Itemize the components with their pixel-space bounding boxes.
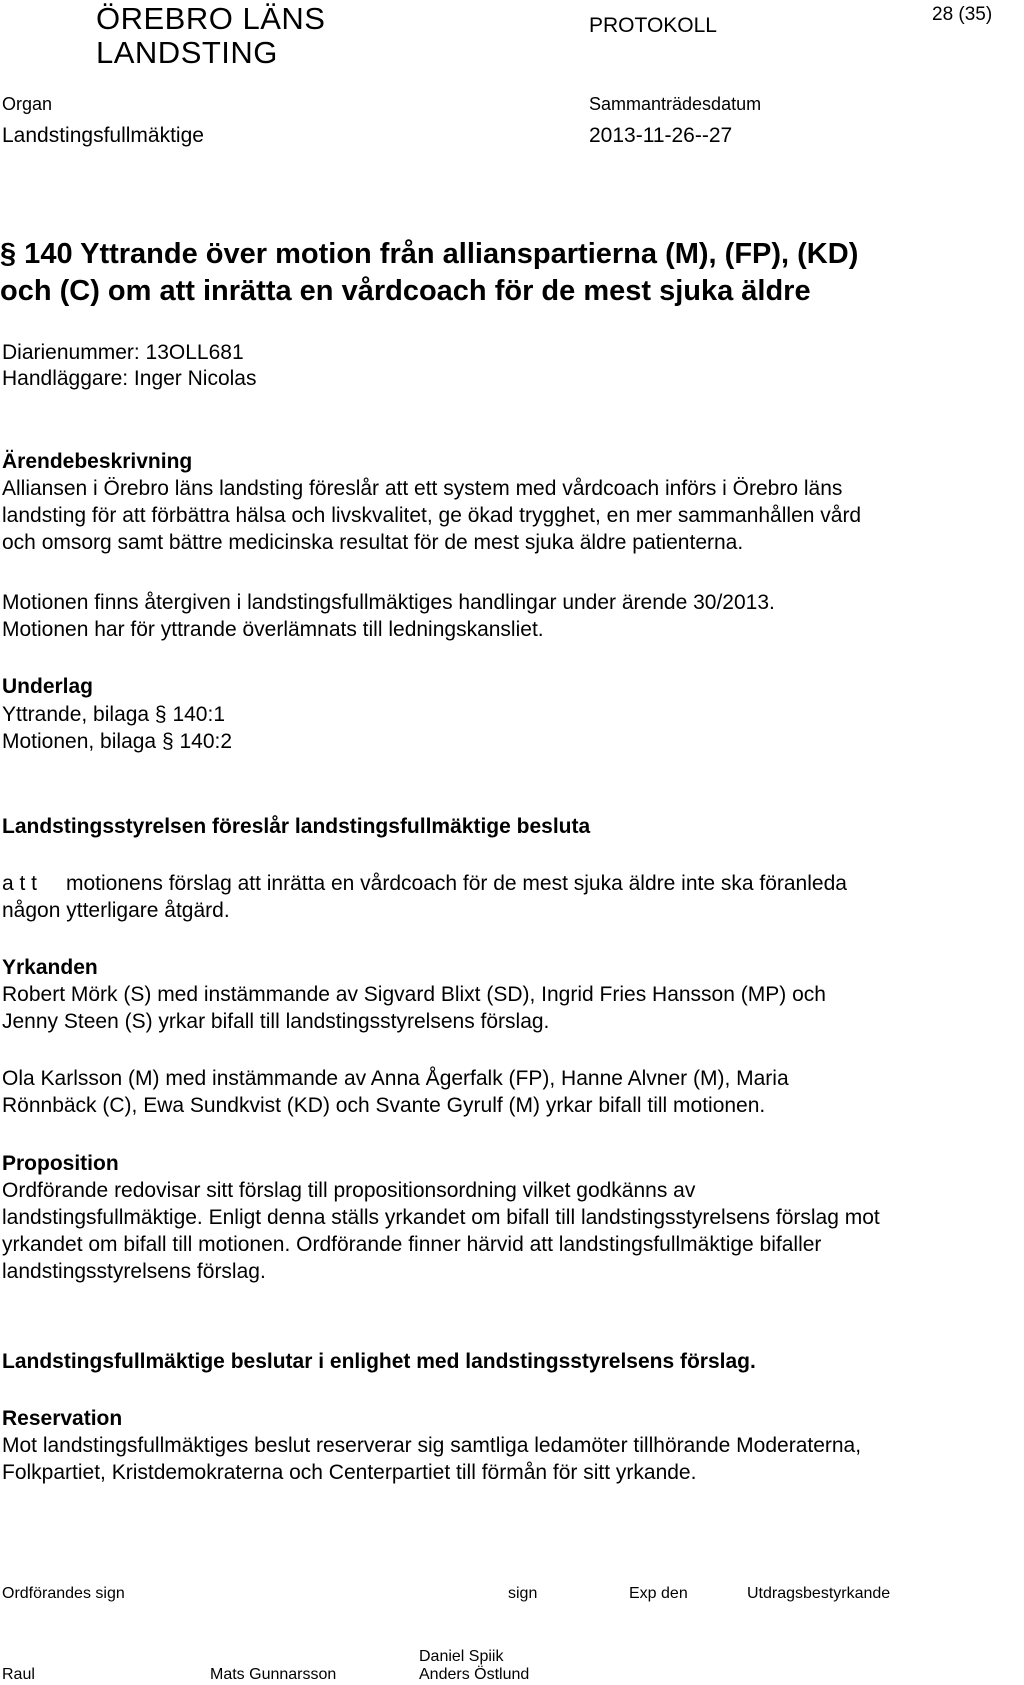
organ-label: Organ (2, 94, 53, 114)
proposition-line: landstingsstyrelsens förslag. (2, 1260, 266, 1283)
org-name-line1: ÖREBRO LÄNS (96, 1, 326, 36)
underlag-item: Motionen, bilaga § 140:2 (2, 730, 233, 753)
sign-label: sign (508, 1585, 538, 1602)
exp-den-label: Exp den (629, 1585, 688, 1602)
signature-name: Daniel Spiik (419, 1648, 504, 1665)
forslag-line: motionens förslag att inrätta en vårdcoach för de mest sjuka äldre inte ska föranleda (66, 872, 847, 895)
date-label: Sammanträdesdatum (589, 94, 762, 114)
reservation-heading: Reservation (2, 1407, 123, 1430)
org-name-line2: LANDSTING (96, 35, 278, 70)
att-marker: a t t (2, 872, 38, 895)
section-title-line1: § 140 Yttrande över motion från allianspartierna (M), (FP), (KD) (0, 238, 859, 270)
date-value: 2013-11-26--27 (589, 124, 733, 147)
organ-value: Landstingsfullmäktige (2, 124, 204, 147)
diarienummer: Diarienummer: 13OLL681 (2, 341, 244, 364)
beslut-heading: Landstingsfullmäktige beslutar i enlighet med landstingsstyrelsens förslag. (2, 1350, 756, 1373)
proposition-line: yrkandet om bifall till motionen. Ordförande finner härvid att landstingsfullmäktige bifaller (2, 1233, 822, 1256)
proposition-line: Ordförande redovisar sitt förslag till propositionsordning vilket godkänns av (2, 1179, 696, 1202)
yrkanden-heading: Yrkanden (2, 956, 98, 979)
section-title-line2: och (C) om att inrätta en vårdcoach för de mest sjuka äldre (0, 275, 811, 307)
arendebeskrivning-line: och omsorg samt bättre medicinska resultat för de mest sjuka äldre patienterna. (2, 531, 744, 554)
reservation-line: Mot landstingsfullmäktiges beslut reserverar sig samtliga ledamöter tillhörande Moderaterna, (2, 1434, 862, 1457)
forslag-line: någon ytterligare åtgärd. (2, 899, 230, 922)
ordforandes-sign-label: Ordförandes sign (2, 1585, 125, 1602)
signature-name: Anders Östlund (419, 1666, 530, 1683)
yrkanden-line: Robert Mörk (S) med instämmande av Sigvard Blixt (SD), Ingrid Fries Hansson (MP) och (2, 983, 826, 1006)
arendebeskrivning-heading: Ärendebeskrivning (2, 450, 193, 473)
proposition-line: landstingsfullmäktige. Enligt denna ställs yrkandet om bifall till landstingsstyrelsens förslag mot (2, 1206, 880, 1229)
signature-name: Mats Gunnarsson (210, 1666, 337, 1683)
page-number: 28 (35) (932, 4, 993, 25)
arendebeskrivning-line: landsting för att förbättra hälsa och livskvalitet, ge ökad trygghet, en mer sammanhållen vård (2, 504, 862, 527)
yrkanden-line: Ola Karlsson (M) med instämmande av Anna Ågerfalk (FP), Hanne Alvner (M), Maria (2, 1067, 789, 1090)
forslag-heading: Landstingsstyrelsen föreslår landstingsfullmäktige besluta (2, 815, 591, 838)
motion-line: Motionen finns återgiven i landstingsfullmäktiges handlingar under ärende 30/2013. (2, 591, 775, 614)
motion-line: Motionen har för yttrande överlämnats till ledningskansliet. (2, 618, 544, 641)
yrkanden-line: Jenny Steen (S) yrkar bifall till landstingsstyrelsens förslag. (2, 1010, 550, 1033)
underlag-heading: Underlag (2, 675, 94, 698)
proposition-heading: Proposition (2, 1152, 119, 1175)
utdragsbestyrkande-label: Utdragsbestyrkande (747, 1585, 891, 1602)
underlag-item: Yttrande, bilaga § 140:1 (2, 703, 226, 726)
reservation-line: Folkpartiet, Kristdemokraterna och Centerpartiet till förmån för sitt yrkande. (2, 1461, 697, 1484)
signature-name: Raul (2, 1666, 35, 1683)
doc-type: PROTOKOLL (589, 14, 717, 37)
handlaggare: Handläggare: Inger Nicolas (2, 367, 257, 390)
arendebeskrivning-line: Alliansen i Örebro läns landsting föreslår att ett system med vårdcoach införs i Örebro läns (2, 477, 843, 500)
yrkanden-line: Rönnbäck (C), Ewa Sundkvist (KD) och Svante Gyrulf (M) yrkar bifall till motionen. (2, 1094, 766, 1117)
